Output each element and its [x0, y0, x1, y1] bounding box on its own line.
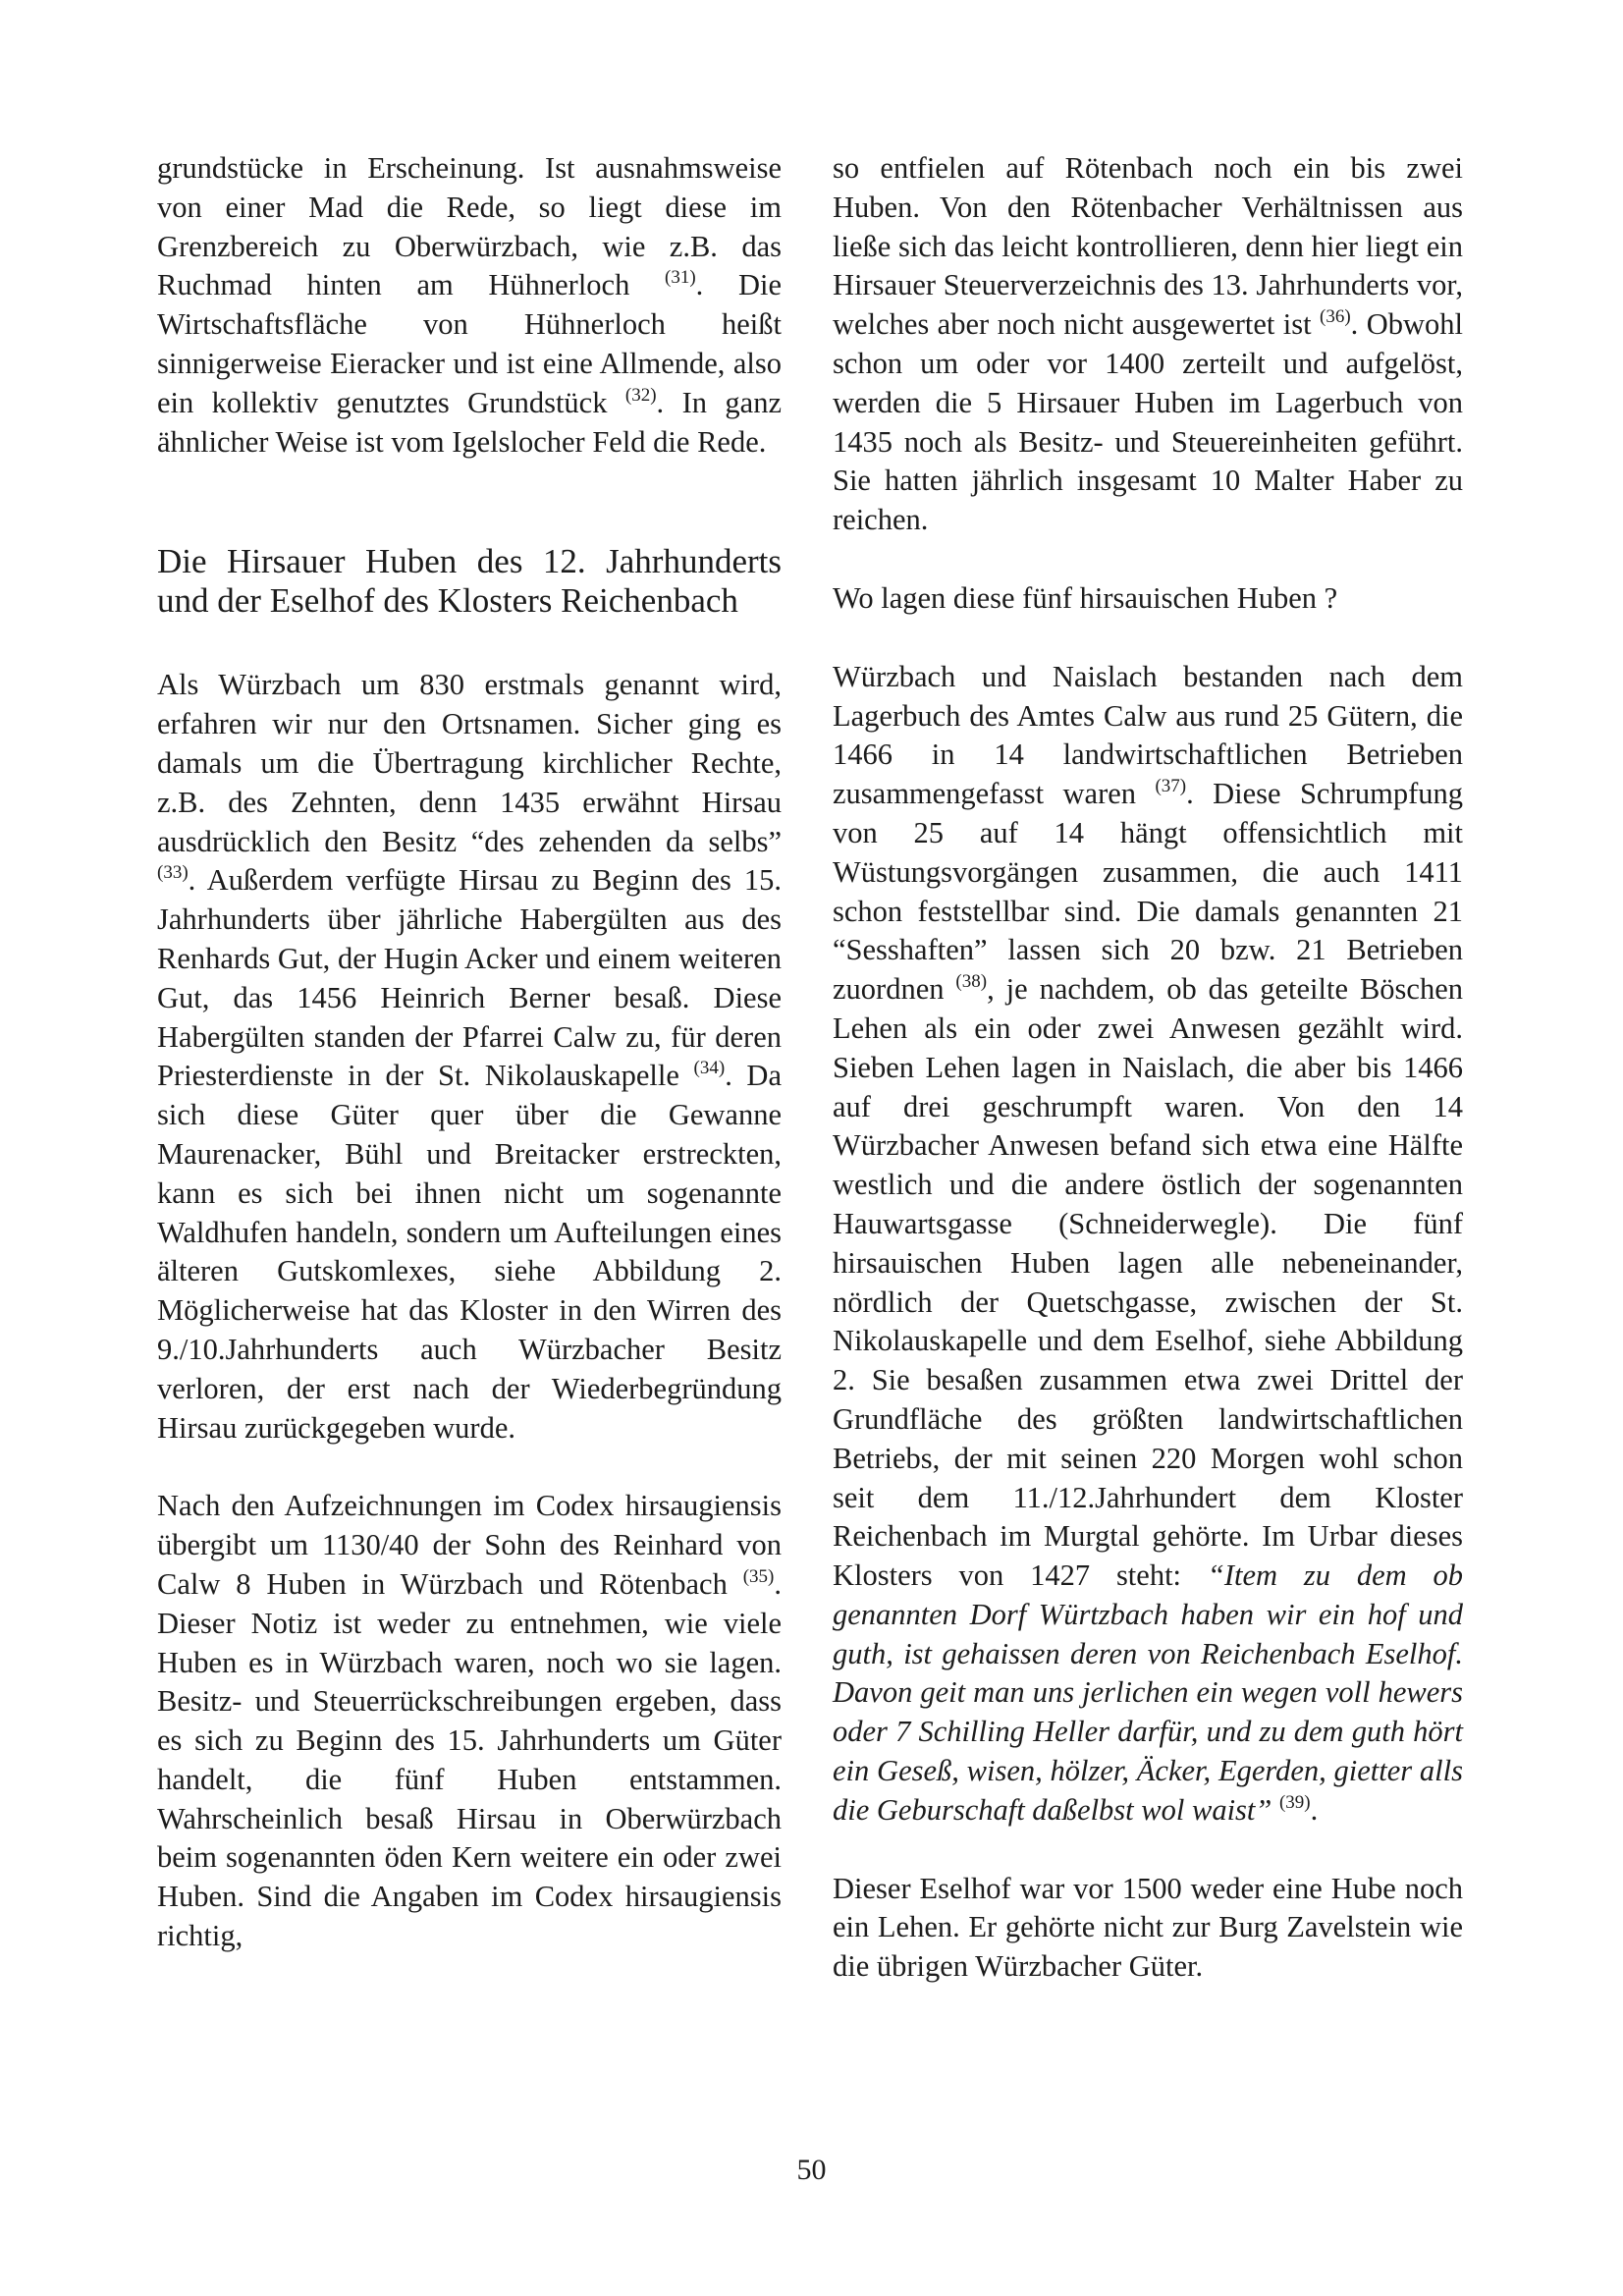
paragraph — [157, 149, 782, 462]
text-run: . Da sich diese Güter quer über die Gewanne Maurenacker, Bühl und Breitacker erstreckten, kann es sich bei ihnen nicht um sogenannte Waldhufen handeln, sondern um Aufteilungen eines älteren Gutskomlexes, siehe Abbildung 2. Möglicherweise hat das Kloster in den Wirren des 9./10.Jahrhunderts auch Würzbacher Besitz verloren, der erst nach der Wiederbegründung Hirsau zurückgegeben wurde. — [157, 1059, 782, 1445]
text-run: . Außerdem verfügte Hirsau zu Beginn des 15. Jahrhunderts über jährliche Habergülten aus des Renhards Gut, der Hugin Acker und einem weiteren Gut, das 1456 Heinrich Berner besaß. Diese Habergülten standen der Pfarrei Calw zu, für deren Priesterdienste in der St. Nikolauskapelle — [157, 863, 782, 1093]
footnote-ref: (38) — [955, 971, 988, 993]
footnote-ref: (32) — [624, 384, 657, 406]
page-number: 50 — [796, 2154, 827, 2186]
paragraph — [833, 658, 1463, 1831]
footnote-ref: (39) — [1278, 1791, 1311, 1813]
text-run: grundstücke in Erscheinung. Ist ausnahmsweise von einer Mad die Rede, so liegt diese im Grenzbereich zu Oberwürzbach, wie z.B. das Ruchmad hinten am Hühnerloch — [157, 151, 782, 302]
text-run: . In ganz ähnlicher Weise ist vom Igelslocher Feld die Rede. — [157, 385, 783, 459]
footnote-ref: (33) — [157, 862, 189, 884]
text-run: Nach den Aufzeichnungen im Codex hirsaugiensis übergibt um 1130/40 der Sohn des Reinhard von Calw 8 Huben in Würzbach und Rötenbach — [157, 1489, 782, 1601]
text-run: Als Würzbach um 830 erstmals genannt wird, erfahren wir nur den Ortsnamen. Sicher ging es damals um die Übertragung kirchlicher Rechte, z.B. des Zehnten, denn 1435 erwähnt Hirsau ausdrücklich den Besitz “des zehenden da selbs” — [157, 668, 782, 858]
quotation: “Item zu dem ob genannten Dorf Würtzbach haben wir ein hof und guth, ist gehaissen deren von Reichenbach Eselhof. Davon geit man uns jerlichen ein wegen voll hewers oder 7 Schilling Heller darfür, und zu dem guth hört ein Geseß, wisen, hölzer, Äcker, Egerden, gietter alls die Geburschaft daßelbst wol waist” — [833, 1558, 1463, 1827]
paragraph — [157, 1487, 782, 1956]
text-run: . Obwohl schon um oder vor 1400 zerteilt und aufgelöst, werden die 5 Hirsauer Huben im Lagerbuch von 1435 noch als Besitz- und Steuereinheiten geführt. Sie hatten jährlich insgesamt 10 Malter Haber zu reichen. — [833, 307, 1463, 537]
text-run: . Dieser Notiz ist weder zu entnehmen, wie viele Huben es in Würzbach waren, noch wo sie lagen. Besitz- und Steuerrückschreibungen ergeben, dass es sich zu Beginn des 15. Jahrhunderts um Güter handelt, die fünf Huben entstammen. Wahrscheinlich besaß Hirsau in Oberwürzbach beim sogenannten öden Kern weitere ein oder zwei Huben. Sind die Angaben im Codex hirsaugiensis richtig, — [157, 1566, 782, 1953]
paragraph — [833, 149, 1463, 540]
section-heading: Die Hirsauer Huben des 12. Jahrhunderts und der Eselhof des Klosters Reichenbach — [157, 542, 782, 621]
footnote-ref: (37) — [1155, 776, 1187, 797]
footnote-ref: (36) — [1320, 306, 1351, 328]
text-run: , je nachdem, ob das geteilte Böschen Lehen als ein oder zwei Anwesen gezählt wird. Sieben Lehen lagen in Naislach, die aber bis 1466 auf drei geschrumpft waren. Von den 14 Würzbacher Anwesen befand sich etwa eine Hälfte westlich und die andere östlich der sogenannten Hauwartsgasse (Schneiderwegle). Die fünf hirsauischen Huben lagen alle nebeneinander, nördlich der Quetschgasse, zwischen der St. Nikolauskapelle und dem Eselhof, siehe Abbildung 2. Sie besaßen zusammen etwa zwei Drittel der Grundfläche des größten landwirtschaftlichen Betriebs, der mit seinen 220 Morgen wohl schon seit dem 11./12.Jahrhundert dem Kloster Reichenbach im Murgtal gehörte. Im Urbar dieses Klosters von 1427 steht: — [833, 972, 1463, 1593]
paragraph: Dieser Eselhof war vor 1500 weder eine Hube noch ein Lehen. Er gehörte nicht zur Burg Zavelstein wie die übrigen Würzbacher Güter. — [833, 1871, 1463, 1984]
text-run: so entfielen auf Rötenbach noch ein bis zwei Huben. Von den Rötenbacher Verhältnissen aus ließe sich das leicht kontrollieren, denn hier liegt ein Hirsauer Steuerverzeichnis des 13. Jahrhunderts vor, welches aber noch nicht ausgewertet ist — [833, 151, 1463, 342]
footnote-ref: (35) — [742, 1565, 775, 1587]
question-paragraph: Wo lagen diese fünf hirsauischen Huben ? — [833, 580, 1338, 615]
left-column — [157, 149, 782, 1956]
text-run: . Diese Schrumpfung von 25 auf 14 hängt offensichtlich mit Wüstungsvorgängen zusammen, die auch 1411 schon feststellbar sind. Die damals genannten 21 “Sesshaften” lassen sich 20 bzw. 21 Betrieben zuordnen — [833, 777, 1463, 1007]
right-column — [833, 149, 1463, 1987]
text-run: . — [1310, 1792, 1319, 1827]
footnote-ref: (34) — [693, 1058, 726, 1079]
paragraph — [157, 666, 782, 1448]
text-run: Würzbach und Naislach bestanden nach dem Lagerbuch des Amtes Calw aus rund 25 Gütern, die 1466 in 14 landwirtschaftlichen Betrieben zusammengefasst waren — [833, 659, 1463, 811]
footnote-ref: (31) — [665, 267, 696, 289]
text-run: . Die Wirtschaftsfläche von Hühnerloch heißt sinnigerweise Eieracker und ist eine Allmende, also ein kollektiv genutztes Grundstück — [157, 268, 782, 419]
